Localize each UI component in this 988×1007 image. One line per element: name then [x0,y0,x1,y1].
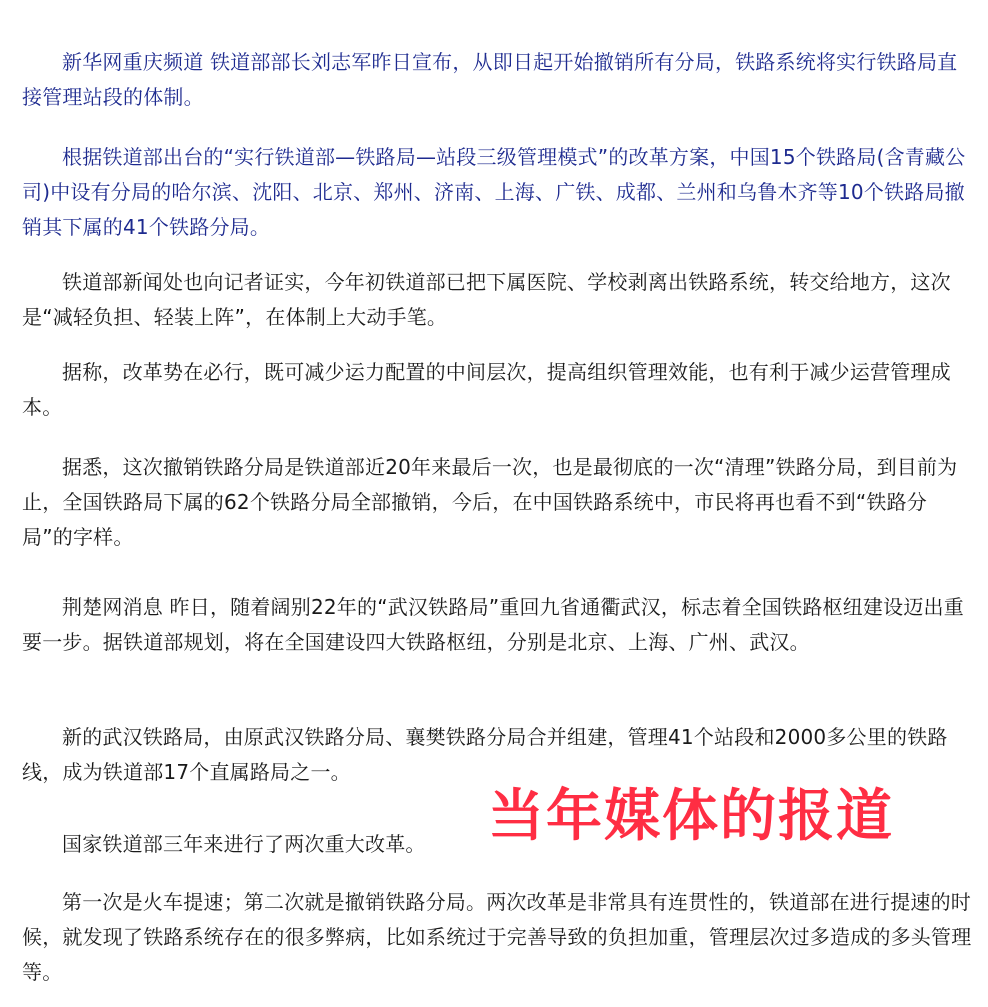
paragraph-7: 新的武汉铁路局，由原武汉铁路分局、襄樊铁路分局合并组建，管理41个站段和2000多公里的铁路线，成为铁道部17个直属路局之一。 [22,725,948,784]
paragraph-2: 根据铁道部出台的“实行铁道部—铁路局—站段三级管理模式”的改革方案，中国15个铁路局(含青藏公司)中设有分局的哈尔滨、沈阳、北京、郑州、济南、上海、广铁、成都、兰州和乌鲁木齐等10个铁路局撤销其下属的41个铁路分局。 [22,145,966,239]
paragraph-9: 第一次是火车提速；第二次就是撤销铁路分局。两次改革是非常具有连贯性的，铁道部在进行提速的时候，就发现了铁路系统存在的很多弊病，比如系统过于完善导致的负担加重，管理层次过多造成的多头管理等。 [22,890,972,984]
paragraph-8: 国家铁道部三年来进行了两次重大改革。 [62,832,426,856]
paragraph-4: 据称，改革势在必行，既可减少运力配置的中间层次，提高组织管理效能，也有利于减少运营管理成本。 [22,360,951,419]
paragraph-1: 新华网重庆频道 铁道部部长刘志军昨日宣布，从即日起开始撤销所有分局，铁路系统将实行铁路局直接管理站段的体制。 [22,50,958,109]
paragraph-5: 据悉，这次撤销铁路分局是铁道部近20年来最后一次，也是最彻底的一次“清理”铁路分局，到目前为止，全国铁路局下属的62个铁路分局全部撤销，今后，在中国铁路系统中，市民将再也看不到“铁路分局”的字样。 [22,455,958,549]
paragraph-6: 荆楚网消息 昨日，随着阔别22年的“武汉铁路局”重回九省通衢武汉，标志着全国铁路枢纽建设迈出重要一步。据铁道部规划，将在全国建设四大铁路枢纽，分别是北京、上海、广州、武汉。 [22,595,964,654]
overlay-caption: 当年媒体的报道 [488,784,894,849]
paragraph-3: 铁道部新闻处也向记者证实，今年初铁道部已把下属医院、学校剥离出铁路系统，转交给地方，这次是“减轻负担、轻装上阵”，在体制上大动手笔。 [22,270,951,329]
